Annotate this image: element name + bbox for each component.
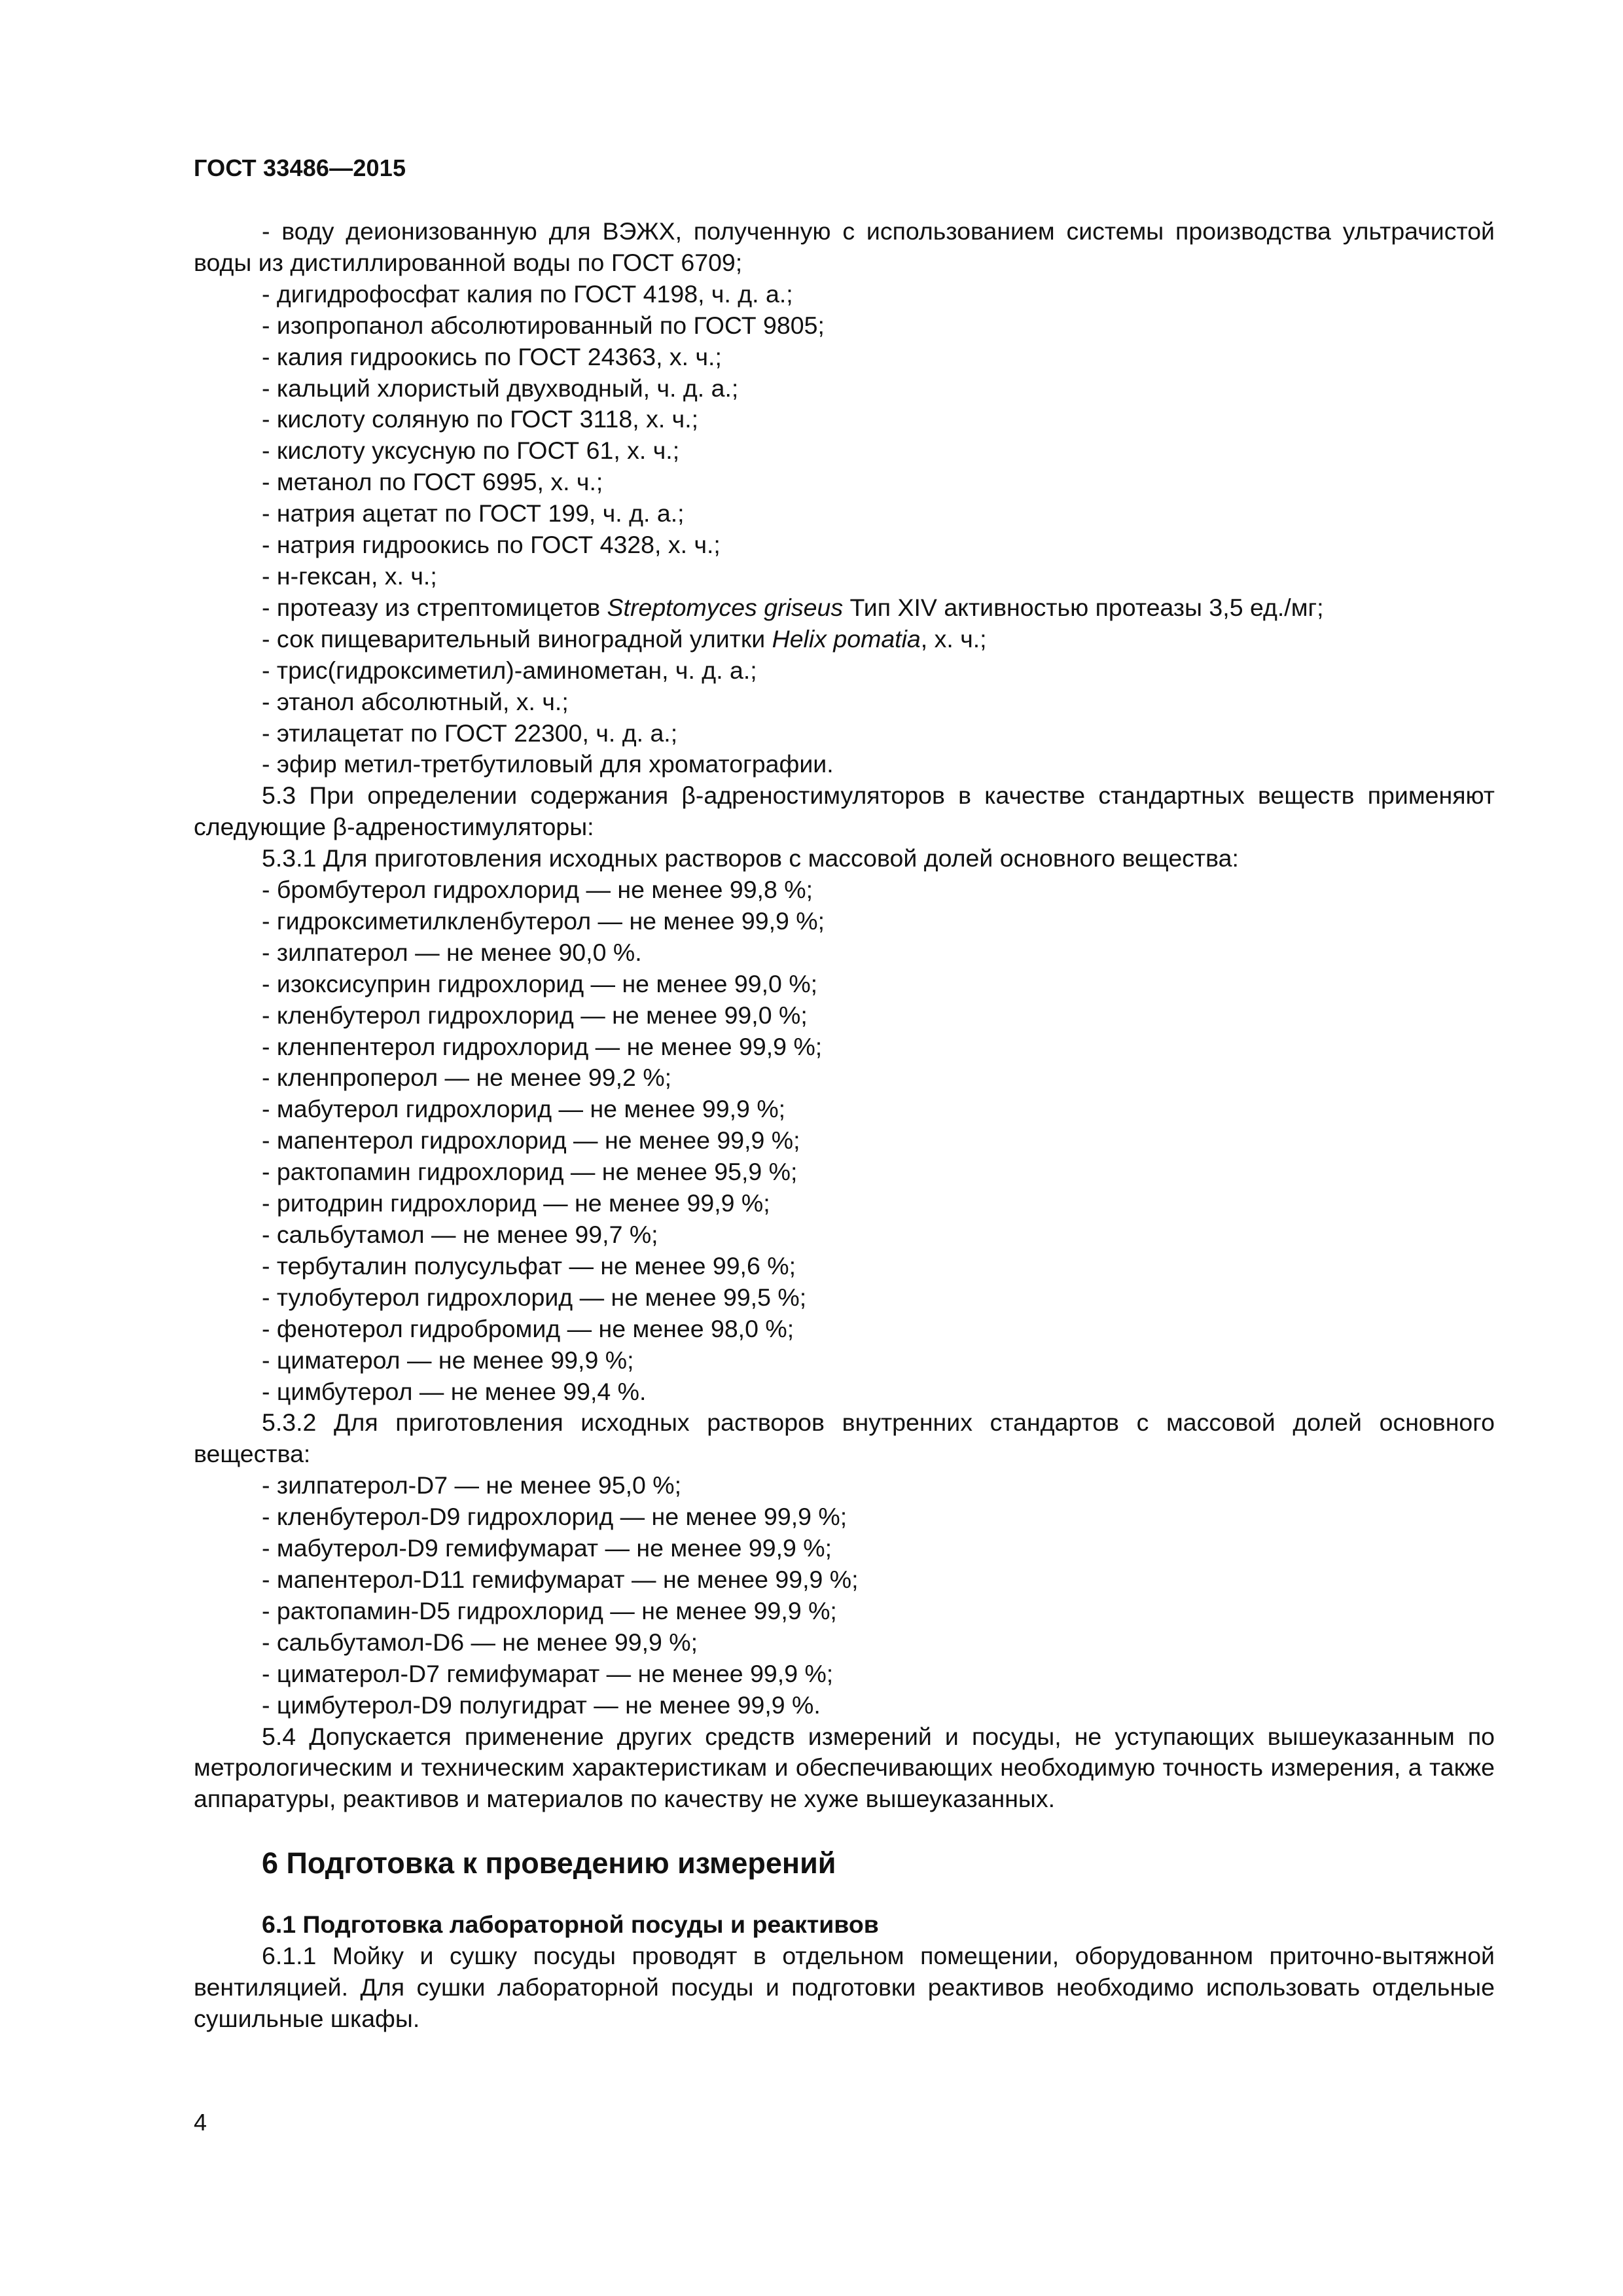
list-item: - кленпентерол гидрохлорид — не менее 99,9 %; [262,1032,823,1060]
list-item: - циматерол-D7 гемифумарат — не менее 99,9 %; [262,1659,834,1687]
list-item: - этилацетат по ГОСТ 22300, ч. д. а.; [262,719,678,747]
list-item: - кленпроперол — не менее 99,2 %; [262,1064,672,1092]
list-item: - бромбутерол гидрохлорид — не менее 99,8 %; [262,876,813,904]
subsection-6-1-title: 6.1 Подготовка лабораторной посуды и реактивов [262,1910,879,1939]
list-item: - кленбутерол гидрохлорид — не менее 99,0 %; [262,1001,808,1029]
list-item: - цимбутерол — не менее 99,4 %. [262,1377,647,1405]
list-item: - метанол по ГОСТ 6995, х. ч.; [262,468,603,496]
list-item: - кальций хлористый двухводный, ч. д. а.; [262,374,739,402]
page-number: 4 [194,2109,207,2136]
list-item: - зилпатерол — не менее 90,0 %. [262,938,642,966]
list-item: - мабутерол гидрохлорид — не менее 99,9 %; [262,1095,786,1123]
list-item: - кислоту соляную по ГОСТ 3118, х. ч.; [262,405,699,433]
list-item: - калия гидроокись по ГОСТ 24363, х. ч.; [262,342,722,370]
list-item: - тербуталин полусульфат — не менее 99,6 %; [262,1251,796,1280]
protease-species-name: Streptomyces griseus [607,593,844,621]
list-item: - кислоту уксусную по ГОСТ 61, х. ч.; [262,437,680,465]
reagent-water-item: - воду деионизованную для ВЭЖХ, полученную с использованием системы производства ультрачистой воды из дистиллированной воды по ГОСТ 6709; [194,217,1495,276]
standard-code-header: ГОСТ 33486—2015 [194,154,406,181]
list-item: - н-гексан, х. ч.; [262,562,437,590]
list-item: - трис(гидроксиметил)-аминометан, ч. д. а.; [262,656,757,684]
snail-juice-item [194,624,1495,655]
clause-5-3-2: 5.3.2 Для приготовления исходных растворов внутренних стандартов с массовой долей основного вещества: [194,1408,1495,1468]
list-item: - мапентерол гидрохлорид — не менее 99,9 %; [262,1126,800,1155]
list-item: - мапентерол-D11 гемифумарат — не менее 99,9 %; [262,1565,859,1593]
list-item: - сальбутамол-D6 — не менее 99,9 %; [262,1628,698,1656]
clause-5-3-1: 5.3.1 Для приготовления исходных растворов с массовой долей основного вещества: [262,844,1239,872]
list-item: - натрия гидроокись по ГОСТ 4328, х. ч.; [262,531,721,559]
list-item: - изопропанол абсолютированный по ГОСТ 9805; [262,311,825,339]
list-item: - фенотерол гидробромид — не менее 98,0 %; [262,1314,794,1342]
list-item: - дигидрофосфат калия по ГОСТ 4198, ч. д. а.; [262,279,793,308]
clause-5-4: 5.4 Допускается применение других средств измерений и посуды, не уступающих вышеуказанным по метрологическим и техническим характеристикам и обеспечивающих необходимую точность измерения, а также аппаратуры, реактивов и материалов по качеству не хуже вышеуказанных. [194,1722,1495,1813]
section-6-title: 6 Подготовка к проведению измерений [262,1846,836,1880]
list-item: - кленбутерол-D9 гидрохлорид — не менее 99,9 %; [262,1503,847,1531]
reagent-list [194,279,1495,781]
internal-standards-list [194,1470,1495,1721]
list-item: - мабутерол-D9 гемифумарат — не менее 99,9 %; [262,1534,832,1562]
list-item: - изоксисуприн гидрохлорид — не менее 99,0 %; [262,969,818,997]
list-item: - цимбутерол-D9 полугидрат — не менее 99,9 %. [262,1691,821,1719]
clause-5-3: 5.3 При определении содержания β-адреностимуляторов в качестве стандартных веществ применяют следующие β-адреностимуляторы: [194,781,1495,841]
list-item: - рактопамин гидрохлорид — не менее 95,9 %; [262,1158,798,1186]
clause-6-1-1: 6.1.1 Мойку и сушку посуды проводят в отдельном помещении, оборудованном приточно-вытяжной вентиляцией. Для сушки лабораторной посуды и подготовки реактивов необходимо использовать отдельные сушильные шкафы. [194,1942,1495,2032]
juice-text-start: - сок пищеварительный виноградной улитки [262,624,772,653]
protease-text-start: - протеазу из стрептомицетов [262,593,607,621]
document-body [194,216,1495,2035]
list-item: - ритодрин гидрохлорид — не менее 99,9 %; [262,1189,770,1217]
list-item: - рактопамин-D5 гидрохлорид — не менее 99,9 %; [262,1596,837,1624]
list-item: - циматерол — не менее 99,9 %; [262,1346,634,1374]
protease-text-end: Тип XIV активностью протеазы 3,5 ед./мг; [843,593,1324,621]
list-item: - сальбутамол — не менее 99,7 %; [262,1221,658,1248]
list-item: - тулобутерол гидрохлорид — не менее 99,5 %; [262,1283,807,1311]
list-item: - зилпатерол-D7 — не менее 95,0 %; [262,1471,682,1499]
list-item: - этанол абсолютный, х. ч.; [262,687,569,715]
protease-item [194,592,1495,624]
juice-text-end: , х. ч.; [920,624,987,653]
list-item: - эфир метил-третбутиловый для хроматографии. [262,750,834,778]
list-item: - натрия ацетат по ГОСТ 199, ч. д. а.; [262,499,685,528]
juice-species-name: Helix pomatia [772,624,921,653]
list-item: - гидроксиметилкленбутерол — не менее 99,9 %; [262,906,825,935]
standards-list [194,874,1495,1407]
